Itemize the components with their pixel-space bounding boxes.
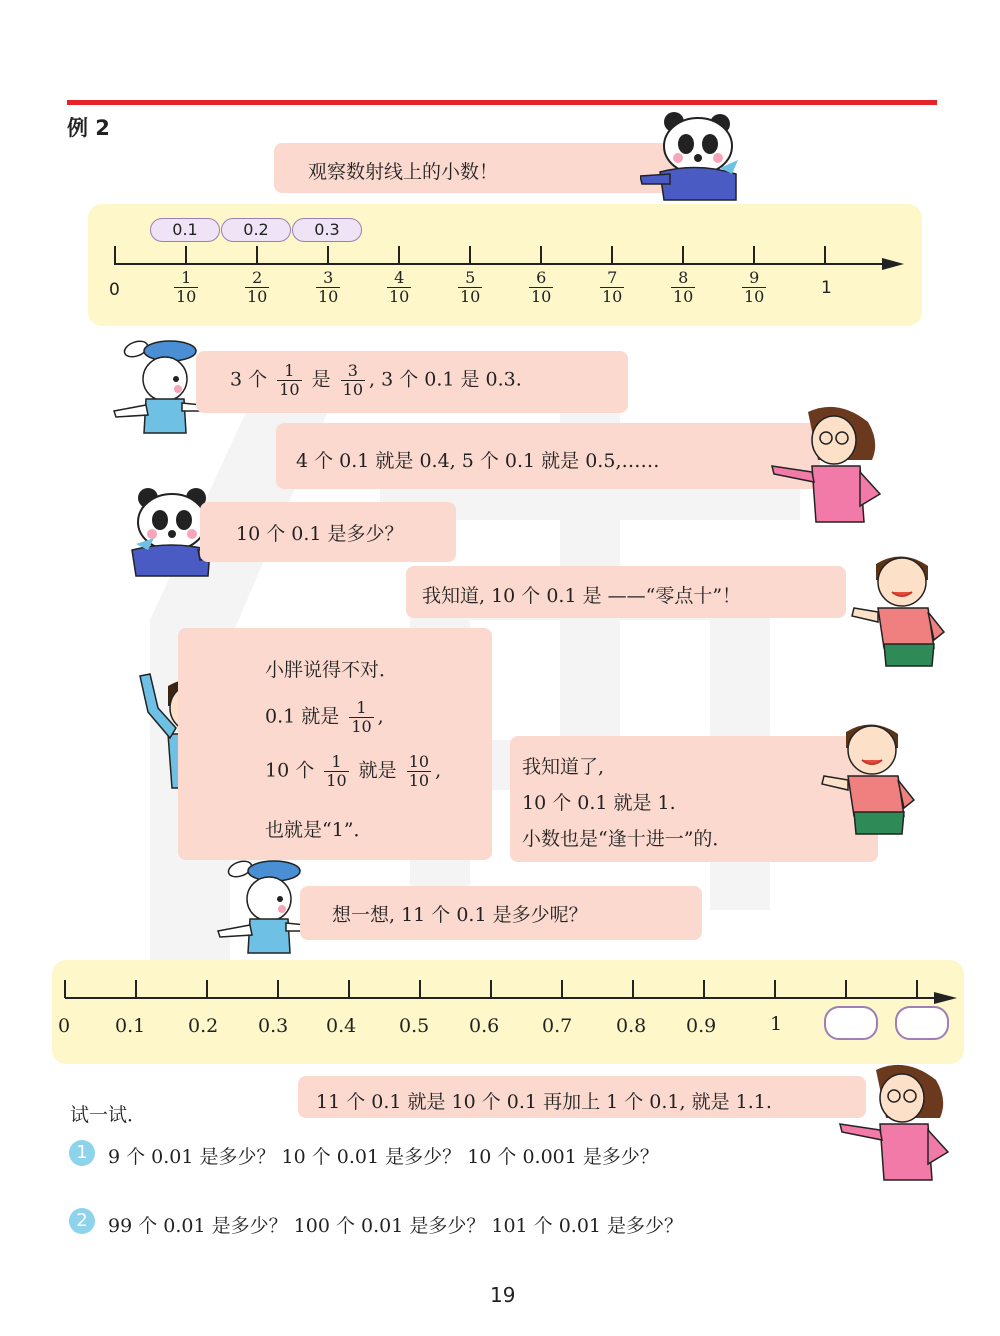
fraction-5-10: $\frac{5}{10}$ <box>460 268 481 306</box>
exercise-text-1: 9 个 0.01 是多少？ 10 个 0.01 是多少？ 10 个 0.001 是多少？ <box>108 1146 659 1168</box>
correction-line-1: 小胖说得不对． <box>265 659 399 681</box>
correction-line-2-a: 0.1 就是 <box>265 705 340 728</box>
fraction-2-10: $\frac{2}{10}$ <box>247 268 268 306</box>
exercise-number-2: 2 <box>69 1208 95 1234</box>
axis2-label-0.9: 0.9 <box>686 1015 717 1037</box>
correction-line-2 <box>265 700 384 735</box>
number-line-1-axis <box>108 240 908 280</box>
axis2-label-0: 0 <box>58 1015 71 1037</box>
axis1-label-0: 0 <box>109 280 120 300</box>
fraction-1-10: $\frac{1}{10}$ <box>176 268 197 306</box>
axis2-label-1: 1 <box>770 1013 783 1035</box>
axis2-label-0.3: 0.3 <box>258 1015 289 1037</box>
decimal-pill-0.2: 0.2 <box>221 218 291 242</box>
correction-line-3-b: 就是 <box>358 759 397 782</box>
axis2-label-0.1: 0.1 <box>115 1015 146 1037</box>
fraction-6-10: $\frac{6}{10}$ <box>531 268 552 306</box>
boy-right-line-2: 10 个 0.1 就是 1. <box>522 792 676 814</box>
blank-answer-box-1[interactable] <box>824 1006 878 1040</box>
fraction-3-10: $\frac{3}{10}$ <box>318 268 339 306</box>
rabbit-think-text: 想一想, 11 个 0.1 是多少呢？ <box>332 904 588 926</box>
correction-line-3-a: 10 个 <box>265 759 315 782</box>
correction-line-3-c: , <box>435 759 442 782</box>
axis2-label-0.7: 0.7 <box>542 1015 573 1037</box>
blank-answer-box-2[interactable] <box>895 1006 949 1040</box>
fraction-7-10: $\frac{7}{10}$ <box>602 268 623 306</box>
axis2-label-0.4: 0.4 <box>326 1015 357 1037</box>
correction-line-2-b: , <box>377 705 384 728</box>
page-number: 19 <box>490 1283 516 1307</box>
fraction-4-10: $\frac{4}{10}$ <box>389 268 410 306</box>
correction-fraction-b: $\frac{10}{10}$ <box>408 752 430 790</box>
boy-illustration-2 <box>818 716 918 836</box>
axis1-label-1: 1 <box>821 278 832 298</box>
rabbit-line-text <box>230 363 522 398</box>
rabbit-line-a: 3 个 <box>230 368 268 391</box>
exercise-number-1: 1 <box>69 1140 95 1166</box>
rabbit-line-c: , 3 个 0.1 是 0.3. <box>369 368 522 391</box>
top-rule <box>67 100 937 105</box>
rabbit-illustration-1 <box>110 335 210 435</box>
fraction-9-10: $\frac{9}{10}$ <box>744 268 765 306</box>
boy-illustration-1 <box>848 548 948 668</box>
boy-wrong-text: 我知道, 10 个 0.1 是 ——“零点十”！ <box>422 585 742 607</box>
fraction-8-10: $\frac{8}{10}$ <box>673 268 694 306</box>
decimal-pill-0.3: 0.3 <box>292 218 362 242</box>
example-heading: 例 2 <box>67 116 110 140</box>
girl-illustration-2 <box>836 1060 956 1185</box>
panda-question-text: 10 个 0.1 是多少？ <box>236 523 404 545</box>
rabbit-fraction-2: $\frac{3}{10}$ <box>342 361 364 399</box>
axis2-label-0.8: 0.8 <box>616 1015 647 1037</box>
boy-right-line-3: 小数也是“逢十进一”的． <box>522 828 732 850</box>
axis2-label-0.2: 0.2 <box>188 1015 219 1037</box>
exercise-text-2: 99 个 0.01 是多少？ 100 个 0.01 是多少？ 101 个 0.01 是多少？ <box>108 1215 684 1237</box>
axis2-label-0.6: 0.6 <box>469 1015 500 1037</box>
correction-fraction-1-10: $\frac{1}{10}$ <box>351 698 372 736</box>
panda-illustration <box>640 112 740 202</box>
try-title: 试一试． <box>70 1104 147 1126</box>
girl-answer-text: 11 个 0.1 就是 10 个 0.1 再加上 1 个 0.1, 就是 1.1. <box>316 1091 772 1113</box>
axis2-label-0.5: 0.5 <box>399 1015 430 1037</box>
number-line-2-axis <box>60 974 960 1014</box>
correction-line-3 <box>265 754 441 789</box>
girl-line-text: 4 个 0.1 就是 0.4, 5 个 0.1 就是 0.5,…… <box>296 450 660 472</box>
decimal-pill-0.1: 0.1 <box>150 218 220 242</box>
girl-illustration-1 <box>768 402 888 527</box>
rabbit-fraction-1: $\frac{1}{10}$ <box>279 361 300 399</box>
correction-line-4: 也就是“1”． <box>265 819 373 841</box>
prompt-text: 观察数射线上的小数！ <box>308 161 499 183</box>
correction-fraction-a: $\frac{1}{10}$ <box>326 752 347 790</box>
boy-right-line-1: 我知道了, <box>522 756 605 778</box>
rabbit-line-b: 是 <box>311 368 331 391</box>
rabbit-illustration-2 <box>214 855 314 955</box>
